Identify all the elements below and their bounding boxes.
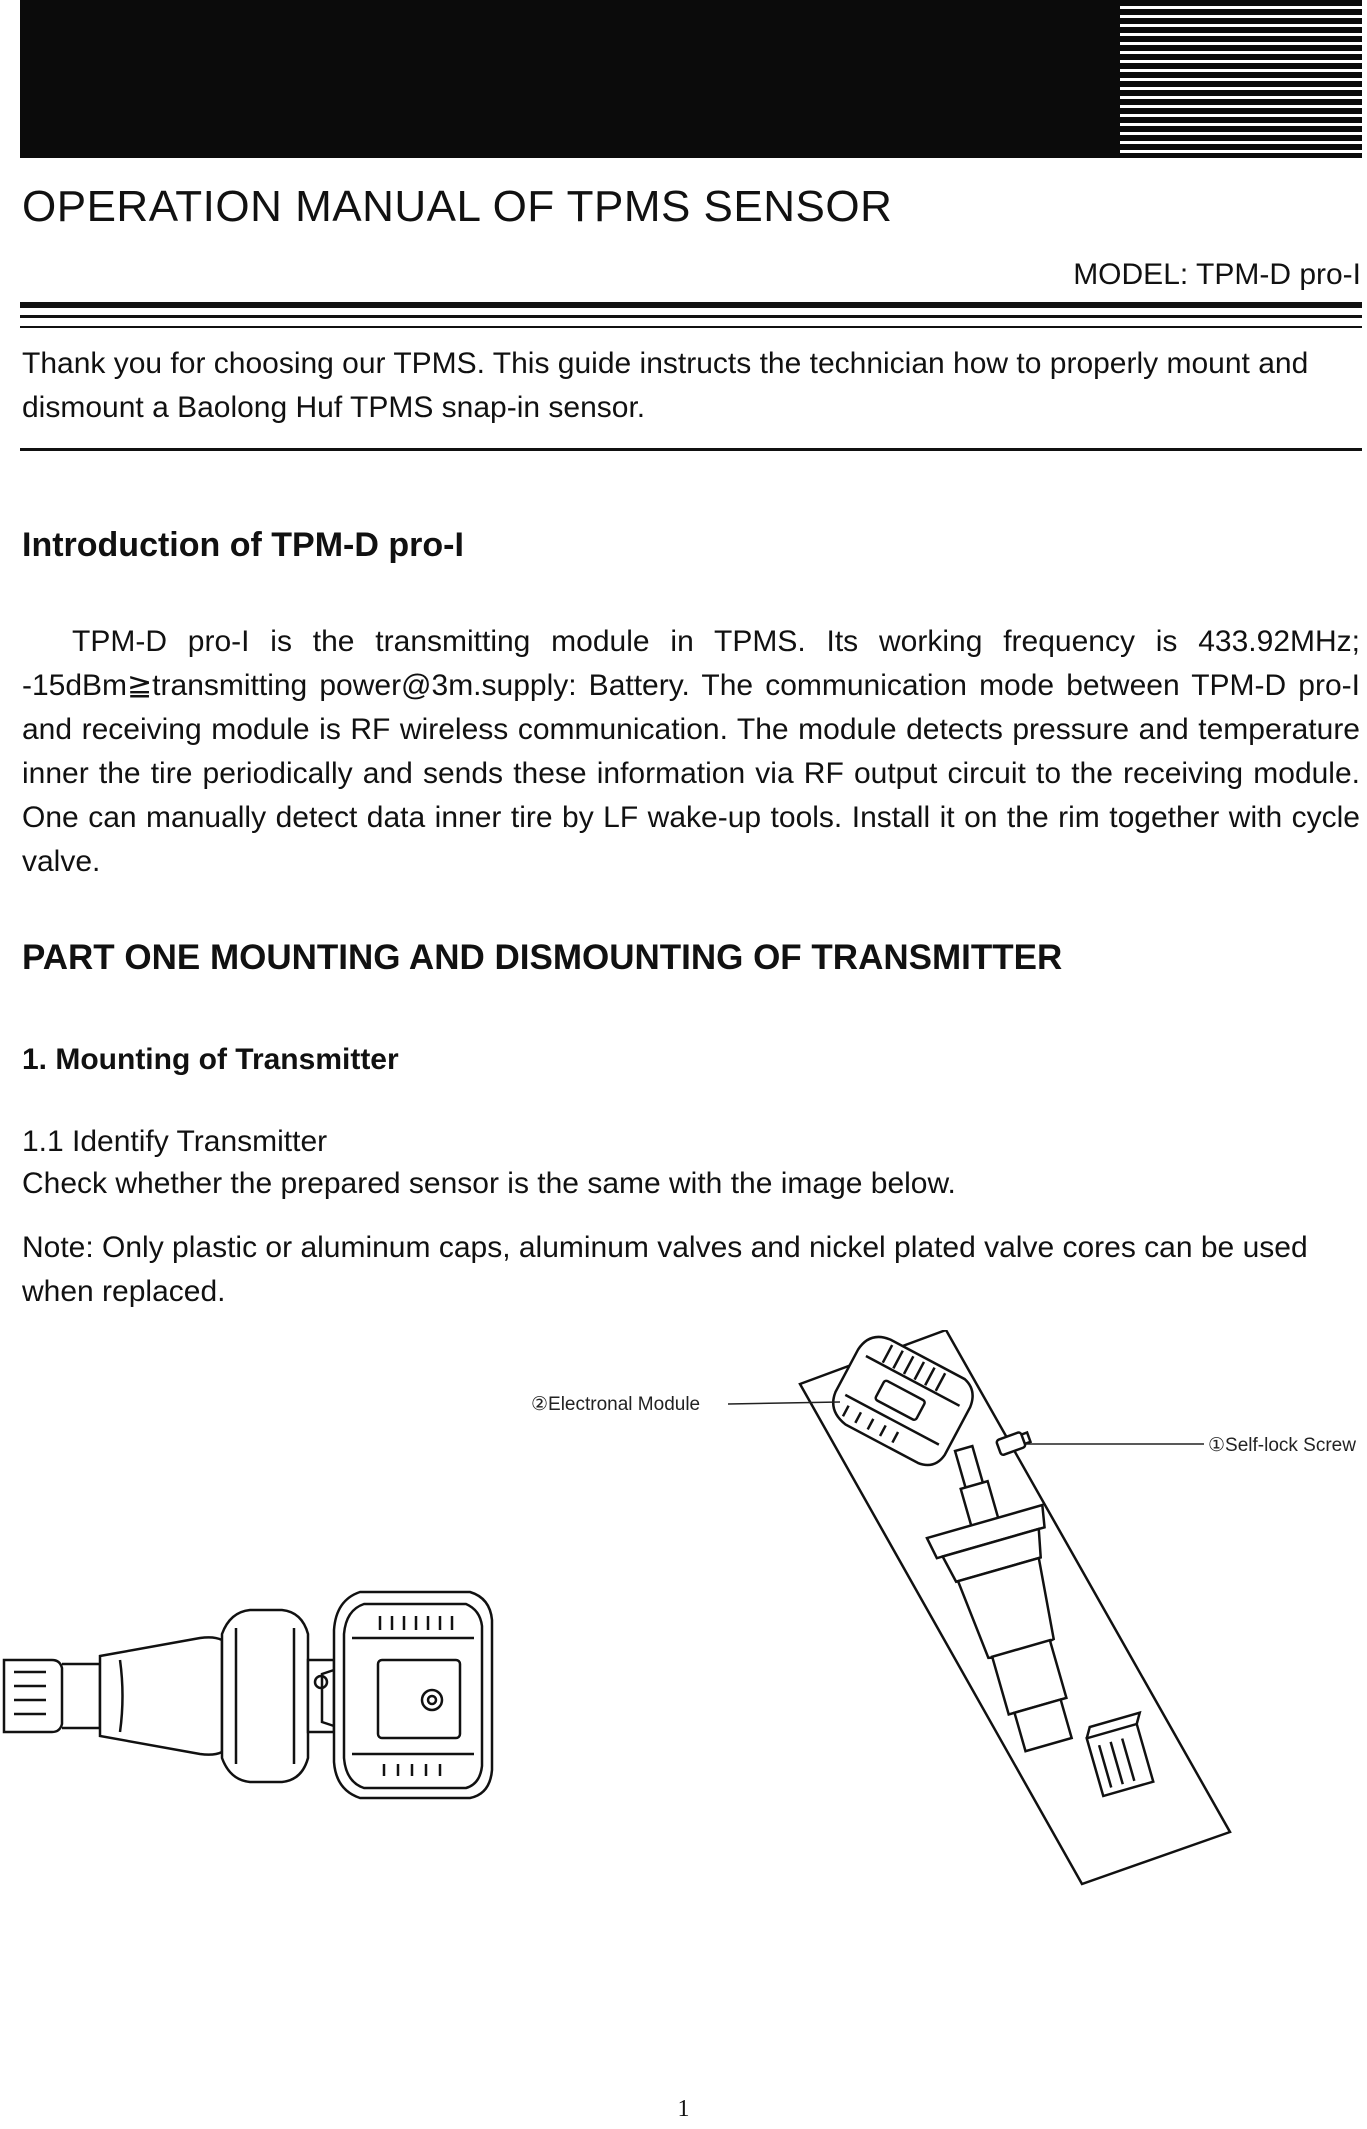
document-title: OPERATION MANUAL OF TPMS SENSOR: [22, 182, 893, 231]
intro-thanks-text: Thank you for choosing our TPMS. This guide instructs the technician how to properly mount and dismount a Baolong Huf TPMS snap-in sensor.: [22, 347, 1309, 424]
model-number: MODEL: TPM-D pro-I: [1073, 258, 1361, 291]
divider-rule: [20, 448, 1362, 451]
header-banner: [20, 0, 1362, 158]
part-one-heading: PART ONE MOUNTING AND DISMOUNTING OF TRANSMITTER: [22, 938, 1063, 977]
divider-rule: [20, 302, 1362, 308]
label-self-lock-screw: ①Self-lock Screw: [1208, 1435, 1356, 1456]
label-electronic-module: ②Electronal Module: [531, 1394, 701, 1415]
sensor-figure: [0, 1330, 1367, 1890]
subsection-heading-identify: 1.1 Identify Transmitter: [22, 1125, 328, 1158]
assembled-sensor-drawing: [4, 1592, 492, 1798]
banner-stripes: [1120, 0, 1362, 158]
exploded-view-drawing: [800, 1330, 1230, 1884]
divider-rule: [20, 326, 1362, 328]
divider-rule: [20, 315, 1362, 318]
intro-paragraph: TPM-D pro-I is the transmitting module in TPMS. Its working frequency is 433.92MHz; -15dBm≧transmitting power@3m.supply: Battery. The communication mode between TPM-D pro-I and receiving module is RF wireless communication. The module detects pressure and temperature inner the tire periodically and sends these information via RF output circuit to the receiving module. One can manually detect data inner tire by LF wake-up tools. Install it on the rim together with cycle valve.: [22, 625, 1360, 878]
section-heading-mounting: 1. Mounting of Transmitter: [22, 1043, 399, 1076]
intro-heading: Introduction of TPM-D pro-I: [22, 526, 464, 564]
check-instruction: Check whether the prepared sensor is the same with the image below.: [22, 1167, 956, 1200]
replacement-note: Note: Only plastic or aluminum caps, aluminum valves and nickel plated valve cores can be used when replaced.: [22, 1231, 1308, 1308]
page-number: 1: [677, 2096, 690, 2122]
